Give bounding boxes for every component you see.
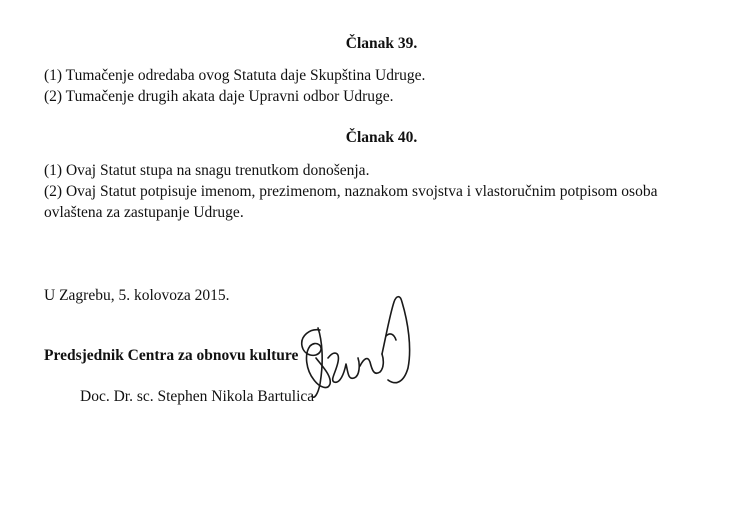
- article-40-paragraph-2-continued: ovlaštena za zastupanje Udruge.: [44, 204, 244, 221]
- cropped-previous-text: [118, 0, 228, 4]
- handwritten-signature: [290, 288, 420, 413]
- article-40-heading: Članak 40.: [345, 129, 418, 146]
- place-and-date: U Zagrebu, 5. kolovoza 2015.: [44, 287, 230, 304]
- article-40-paragraph-1: (1) Ovaj Statut stupa na snagu trenutkom donošenja.: [44, 162, 370, 179]
- article-39-paragraph-1: (1) Tumačenje odredaba ovog Statuta daje Skupština Udruge.: [44, 67, 426, 84]
- signatory-name: Doc. Dr. sc. Stephen Nikola Bartulica: [80, 388, 315, 405]
- signatory-title: Predsjednik Centra za obnovu kulture: [44, 347, 299, 364]
- article-39-heading: Članak 39.: [345, 35, 418, 52]
- article-39-paragraph-2: (2) Tumačenje drugih akata daje Upravni odbor Udruge.: [44, 88, 394, 105]
- article-40-paragraph-2: (2) Ovaj Statut potpisuje imenom, prezimenom, naznakom svojstva i vlastoručnim potpisom osoba: [44, 183, 658, 200]
